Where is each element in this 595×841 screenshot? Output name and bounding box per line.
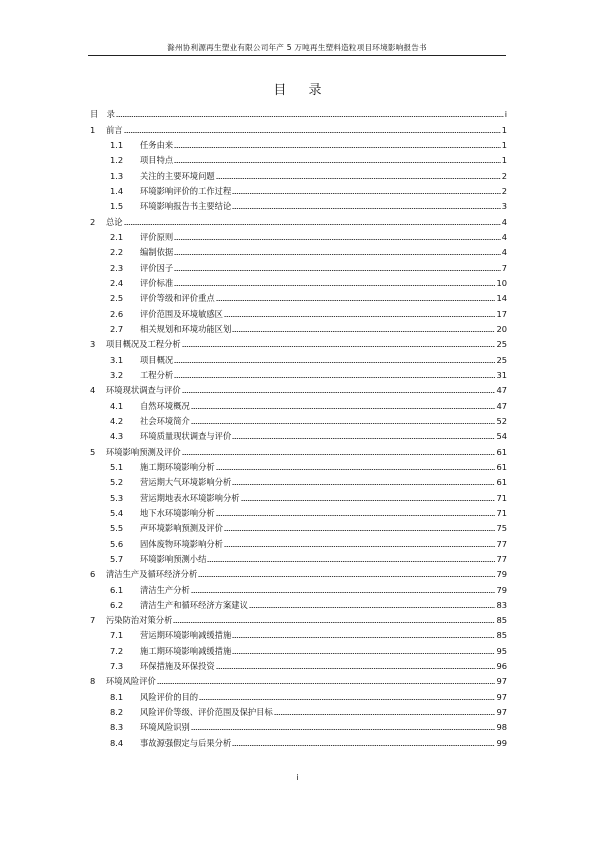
toc-dot-leader <box>232 653 495 654</box>
toc-entry[interactable] <box>88 518 507 533</box>
toc-entry-page: 96 <box>496 661 507 672</box>
toc-dot-leader <box>232 208 500 209</box>
toc-entry-number: 5.3 <box>110 492 124 503</box>
toc-entry[interactable] <box>88 104 507 119</box>
toc-entry-page: 83 <box>496 599 507 610</box>
toc-entry-page: 4 <box>501 247 507 258</box>
toc-dot-leader <box>174 162 501 163</box>
toc-dot-leader <box>116 116 504 117</box>
toc-entry-title: 环境影响预测小结 <box>140 553 207 564</box>
toc-dot-leader <box>174 147 501 148</box>
toc-entry-page: 95 <box>496 645 507 656</box>
toc-entry[interactable] <box>88 242 507 257</box>
toc-entry-page: 77 <box>496 553 507 564</box>
toc-entry-page: 1 <box>501 139 507 150</box>
toc-entry[interactable] <box>88 196 507 211</box>
toc-entry-number: 2.3 <box>110 262 124 273</box>
toc-entry[interactable] <box>88 610 507 625</box>
toc-entry[interactable] <box>88 457 507 472</box>
toc-entry[interactable] <box>88 319 507 334</box>
toc-entry-page: 85 <box>496 630 507 641</box>
toc-entry-page: 85 <box>496 615 507 626</box>
toc-entry-page: 98 <box>496 722 507 733</box>
toc-entry-title: 评价标准 <box>140 277 174 288</box>
toc-entry-page: 54 <box>496 431 507 442</box>
toc-entry-title: 任务由来 <box>140 139 174 150</box>
toc-entry-page: 7 <box>501 262 507 273</box>
toc-entry-number: 7.2 <box>110 645 124 656</box>
header-divider <box>88 55 506 56</box>
toc-entry-number: 8.1 <box>110 691 124 702</box>
toc-entry-page: 97 <box>496 676 507 687</box>
toc-entry[interactable] <box>88 395 507 410</box>
toc-entry[interactable] <box>88 686 507 701</box>
toc-entry-page: 71 <box>496 492 507 503</box>
toc-entry-page: 52 <box>496 415 507 426</box>
toc-dot-leader <box>191 729 496 730</box>
toc-entry-page: 61 <box>496 461 507 472</box>
toc-entry-number: 7.3 <box>110 661 124 672</box>
toc-entry[interactable] <box>88 503 507 518</box>
toc-entry-title: 清洁生产及循环经济分析 <box>106 569 198 580</box>
toc-entry[interactable] <box>88 380 507 395</box>
toc-dot-leader <box>274 714 496 715</box>
toc-dot-leader <box>216 515 496 516</box>
toc-entry[interactable] <box>88 288 507 303</box>
toc-entry-number: 3.2 <box>110 369 124 380</box>
toc-entry-number: 3.1 <box>110 354 124 365</box>
toc-entry[interactable] <box>88 181 507 196</box>
toc-dot-leader <box>216 300 496 301</box>
toc-entry-page: i <box>504 109 507 120</box>
toc-entry[interactable] <box>88 625 507 640</box>
toc-entry-title: 风险评价的目的 <box>140 691 199 702</box>
toc-entry-page: 47 <box>496 400 507 411</box>
toc-entry-number: 4.1 <box>110 400 124 411</box>
toc-entry-page: 75 <box>496 523 507 534</box>
toc-entry-number: 5.1 <box>110 461 124 472</box>
toc-entry[interactable] <box>88 257 507 272</box>
toc-entry-number: 1.3 <box>110 170 124 181</box>
toc-entry-title: 评价等级和评价重点 <box>140 293 215 304</box>
toc-entry-page: 79 <box>496 569 507 580</box>
toc-entry-title: 总论 <box>106 216 123 227</box>
toc-entry-page: 2 <box>501 185 507 196</box>
toc-entry-number: 7.1 <box>110 630 124 641</box>
toc-entry-number: 4.2 <box>110 415 124 426</box>
toc-entry-title: 环保措施及环保投资 <box>140 661 215 672</box>
toc-dot-leader <box>224 316 495 317</box>
page-title: 目 录 <box>273 83 331 98</box>
toc-entry-page: 25 <box>496 354 507 365</box>
toc-entry-title: 声环境影响预测及评价 <box>140 523 223 534</box>
toc-entry[interactable] <box>88 303 507 318</box>
toc-entry[interactable] <box>88 564 507 579</box>
toc-entry-title: 自然环境概况 <box>140 400 190 411</box>
toc-entry[interactable] <box>88 273 507 288</box>
toc-entry[interactable] <box>88 411 507 426</box>
toc-entry-page: 4 <box>501 216 507 227</box>
toc-entry-title: 施工期环境影响减缓措施 <box>140 645 232 656</box>
toc-entry-page: 3 <box>501 201 507 212</box>
toc-entry-number: 8.2 <box>110 707 124 718</box>
toc-entry-number: 8.3 <box>110 722 124 733</box>
toc-entry-title: 营运期环境影响减缓措施 <box>140 630 232 641</box>
toc-entry-number: 2.6 <box>110 308 124 319</box>
toc-dot-leader <box>224 530 495 531</box>
toc-entry-title: 评价因子 <box>140 262 174 273</box>
toc-entry-number: 1.1 <box>110 139 124 150</box>
toc-entry-page: 4 <box>501 231 507 242</box>
toc-dot-leader <box>124 132 501 133</box>
toc-dot-leader <box>157 683 496 684</box>
toc-entry-title: 相关规划和环境功能区划 <box>140 323 232 334</box>
toc-entry[interactable] <box>88 702 507 717</box>
toc-entry-title: 环境影响预测及评价 <box>106 446 181 457</box>
toc-entry[interactable] <box>88 472 507 487</box>
toc-entry-title: 关注的主要环境问题 <box>140 170 215 181</box>
toc-entry[interactable] <box>88 595 507 610</box>
toc-entry-page: 99 <box>496 737 507 748</box>
toc-entry-number: 1.5 <box>110 201 124 212</box>
toc-entry-number: 6.1 <box>110 584 124 595</box>
toc-entry[interactable] <box>88 165 507 180</box>
toc-dot-leader <box>232 637 495 638</box>
toc-dot-leader <box>173 622 495 623</box>
toc-dot-leader <box>249 607 496 608</box>
toc-entry-number: 4 <box>90 385 96 396</box>
toc-entry-title: 清洁生产分析 <box>140 584 190 595</box>
toc-entry-title: 社会环境简介 <box>140 415 190 426</box>
running-header: 滁州协利源再生塑业有限公司年产 5 万吨再生塑料造粒项目环境影响报告书 <box>167 43 427 52</box>
toc-entry-number: 5 <box>90 446 96 457</box>
toc-entry[interactable] <box>88 135 507 150</box>
toc-entry-number: 5.5 <box>110 523 124 534</box>
toc-entry-title: 环境风险评价 <box>106 676 156 687</box>
toc-entry-number: 1.4 <box>110 185 124 196</box>
toc-entry-number: 8 <box>90 676 96 687</box>
toc-entry[interactable] <box>88 441 507 456</box>
toc-entry-page: 77 <box>496 538 507 549</box>
toc-entry-page: 2 <box>501 170 507 181</box>
toc-entry-number: 5.2 <box>110 477 124 488</box>
toc-entry-title: 污染防治对策分析 <box>106 615 173 626</box>
toc-entry[interactable] <box>88 426 507 441</box>
toc-entry-title: 环境影响评价的工作过程 <box>140 185 232 196</box>
toc-dot-leader <box>199 699 495 700</box>
toc-dot-leader <box>232 484 495 485</box>
toc-entry-page: 61 <box>496 477 507 488</box>
toc-entry-number: 3 <box>90 339 96 350</box>
toc-entry-page: 17 <box>496 308 507 319</box>
toc-entry-title: 地下水环境影响分析 <box>140 507 215 518</box>
toc-entry[interactable] <box>88 579 507 594</box>
toc-entry-title: 施工期环境影响分析 <box>140 461 215 472</box>
toc-dot-leader <box>182 454 496 455</box>
toc-dot-leader <box>216 178 501 179</box>
toc-entry-page: 31 <box>496 369 507 380</box>
toc-entry-title: 环境质量现状调查与评价 <box>140 431 232 442</box>
toc-entry-number: 1.2 <box>110 155 124 166</box>
toc-dot-leader <box>216 469 496 470</box>
toc-entry-title: 评价范围及环境敏感区 <box>140 308 223 319</box>
toc-entry[interactable] <box>88 671 507 686</box>
toc-entry-page: 1 <box>501 155 507 166</box>
toc-entry-page: 79 <box>496 584 507 595</box>
toc-dot-leader <box>198 576 495 577</box>
toc-entry-page: 71 <box>496 507 507 518</box>
toc-entry-page: 47 <box>496 385 507 396</box>
toc-entry-title: 目 录 <box>90 109 115 120</box>
toc-entry[interactable] <box>88 533 507 548</box>
toc-entry[interactable] <box>88 334 507 349</box>
toc-entry[interactable] <box>88 349 507 364</box>
toc-dot-leader <box>207 561 495 562</box>
toc-entry-title: 项目概况及工程分析 <box>106 339 181 350</box>
toc-entry-page: 97 <box>496 707 507 718</box>
toc-dot-leader <box>124 224 501 225</box>
toc-entry-title: 项目特点 <box>140 155 174 166</box>
toc-entry-title: 环境现状调查与评价 <box>106 385 181 396</box>
toc-dot-leader <box>191 423 496 424</box>
toc-entry[interactable] <box>88 227 507 242</box>
toc-entry[interactable] <box>88 656 507 671</box>
toc-dot-leader <box>191 408 496 409</box>
toc-entry-page: 97 <box>496 691 507 702</box>
page-number: i <box>296 773 299 782</box>
toc-dot-leader <box>232 331 495 332</box>
toc-dot-leader <box>232 745 495 746</box>
toc-entry-number: 2.7 <box>110 323 124 334</box>
toc-entry-number: 4.3 <box>110 431 124 442</box>
toc-entry-number: 7 <box>90 615 96 626</box>
toc-entry-number: 6 <box>90 569 96 580</box>
toc-entry[interactable] <box>88 732 507 747</box>
toc-entry[interactable] <box>88 365 507 380</box>
toc-dot-leader <box>174 285 495 286</box>
toc-dot-leader <box>216 668 496 669</box>
toc-entry[interactable] <box>88 150 507 165</box>
toc-entry-number: 5.6 <box>110 538 124 549</box>
toc-entry[interactable] <box>88 717 507 732</box>
toc-entry-title: 事故源强假定与后果分析 <box>140 737 232 748</box>
toc-dot-leader <box>191 592 496 593</box>
toc-dot-leader <box>224 546 495 547</box>
toc-entry-title: 编制依据 <box>140 247 174 258</box>
toc-entry-page: 1 <box>501 124 507 135</box>
toc-entry-number: 6.2 <box>110 599 124 610</box>
toc-dot-leader <box>174 239 501 240</box>
toc-entry-number: 2.1 <box>110 231 124 242</box>
toc-entry-number: 2 <box>90 216 96 227</box>
toc-entry-title: 营运期大气环境影响分析 <box>140 477 232 488</box>
toc-dot-leader <box>182 392 496 393</box>
toc-dot-leader <box>241 500 496 501</box>
toc-dot-leader <box>232 193 500 194</box>
toc-entry[interactable] <box>88 549 507 564</box>
toc-entry[interactable] <box>88 211 507 226</box>
toc-entry-number: 2.5 <box>110 293 124 304</box>
toc-entry-title: 项目概况 <box>140 354 174 365</box>
toc-entry-number: 2.2 <box>110 247 124 258</box>
toc-entry-title: 前言 <box>106 124 123 135</box>
toc-dot-leader <box>174 377 495 378</box>
toc-entry-number: 8.4 <box>110 737 124 748</box>
toc-entry-title: 营运期地表水环境影响分析 <box>140 492 240 503</box>
toc-entry-number: 1 <box>90 124 96 135</box>
toc-entry-page: 61 <box>496 446 507 457</box>
toc-entry[interactable] <box>88 487 507 502</box>
toc-entry-page: 20 <box>496 323 507 334</box>
toc-entry-number: 2.4 <box>110 277 124 288</box>
toc-entry-page: 10 <box>496 277 507 288</box>
toc-dot-leader <box>174 254 501 255</box>
toc-entry-title: 固体废物环境影响分析 <box>140 538 223 549</box>
toc-entry-title: 工程分析 <box>140 369 174 380</box>
toc-entry-page: 25 <box>496 339 507 350</box>
toc-dot-leader <box>232 438 495 439</box>
table-of-contents <box>88 104 507 748</box>
toc-entry-number: 5.7 <box>110 553 124 564</box>
toc-dot-leader <box>182 346 496 347</box>
toc-entry-title: 清洁生产和循环经济方案建议 <box>140 599 248 610</box>
toc-dot-leader <box>174 270 501 271</box>
toc-entry-page: 14 <box>496 293 507 304</box>
toc-entry-title: 环境影响报告书主要结论 <box>140 201 232 212</box>
toc-entry-number: 5.4 <box>110 507 124 518</box>
toc-entry-title: 评价原则 <box>140 231 174 242</box>
toc-entry-title: 风险评价等级、评价范围及保护目标 <box>140 707 273 718</box>
toc-entry-title: 环境风险识别 <box>140 722 190 733</box>
toc-entry[interactable] <box>88 119 507 134</box>
toc-dot-leader <box>174 362 495 363</box>
toc-entry[interactable] <box>88 640 507 655</box>
